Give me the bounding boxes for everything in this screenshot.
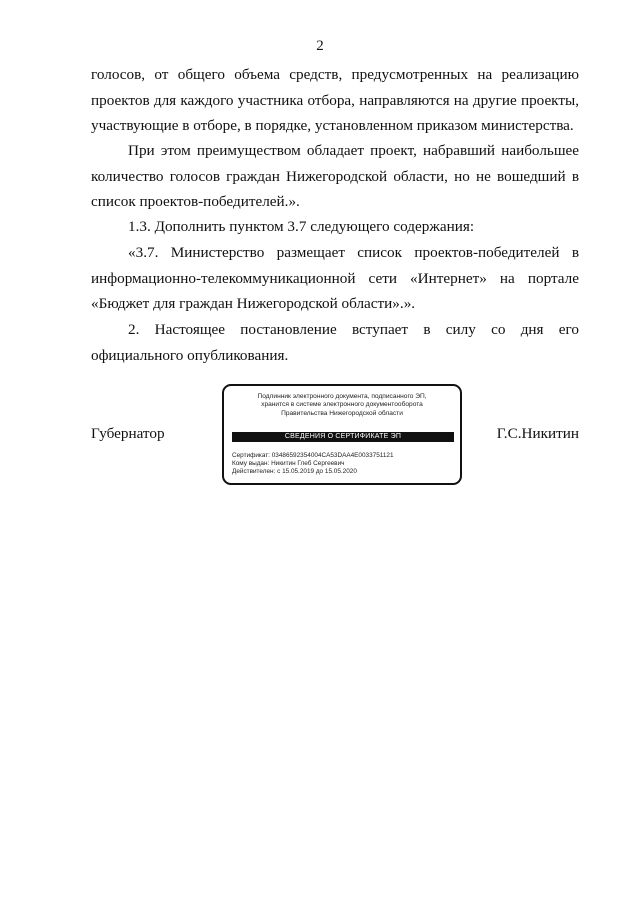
stamp-details — [232, 452, 394, 476]
signatory-name: Г.С.Никитин — [496, 425, 579, 442]
stamp-header — [232, 393, 452, 418]
paragraph-continuation: голосов, от общего объема средств, предусмотренных на реализацию проектов для каждого участника отбора, направляются на другие проекты, участвующие в отборе, в порядке, установленном приказом министерства. — [91, 66, 579, 134]
paragraph-item-3-7: «3.7. Министерство размещает список проектов-победителей в информационно-телекоммуникационной сети «Интернет» на портале «Бюджет для граждан Нижегородской области».». — [91, 244, 579, 312]
stamp-certificate-bar: СВЕДЕНИЯ О СЕРТИФИКАТЕ ЭП — [232, 432, 454, 442]
page-number: 2 — [316, 38, 324, 54]
paragraph-priority: При этом преимуществом обладает проект, набравший наибольшее количество голосов граждан Нижегородской области, но не вошедший в список проектов-победителей.». — [91, 142, 579, 210]
stamp-validity: Действителен: с 15.05.2019 до 15.05.2020 — [232, 468, 357, 475]
paragraph-item-1-3: 1.3. Дополнить пунктом 3.7 следующего содержания: — [128, 218, 475, 235]
electronic-signature-stamp — [222, 384, 462, 485]
paragraph-item-2: 2. Настоящее постановление вступает в силу со дня его официального опубликования. — [91, 321, 579, 364]
stamp-header-line: Правительства Нижегородской области — [281, 409, 403, 417]
stamp-certificate-number: Сертификат: 03486592354004CA53DAA4E0033751121 — [232, 452, 394, 459]
signatory-role: Губернатор — [91, 425, 165, 442]
stamp-issued-to: Кому выдан: Никитин Глеб Сергеевич — [232, 460, 345, 467]
stamp-header-line: хранится в системе электронного документооборота — [261, 401, 423, 409]
stamp-header-line: Подлинник электронного документа, подписанного ЭП, — [257, 393, 427, 400]
